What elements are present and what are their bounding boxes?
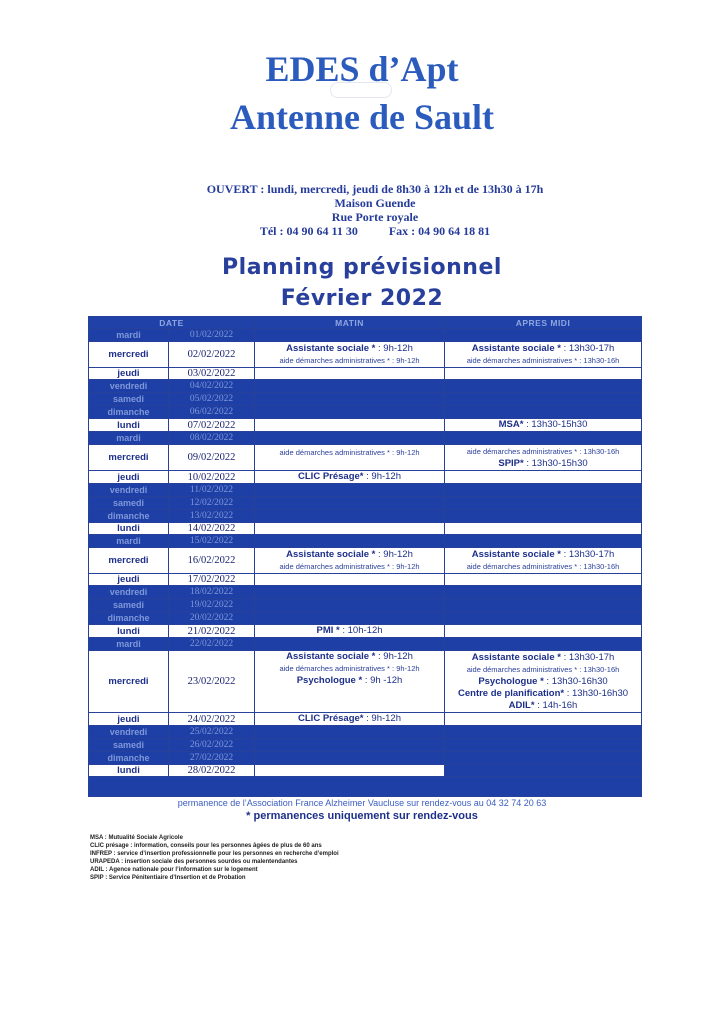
morning-cell: Assistante sociale * : 9h-12h aide démarches administratives * : 9h-12h Psychologue * : 9h -12h bbox=[255, 651, 445, 713]
office-title: EDES d’Apt bbox=[265, 49, 459, 89]
row-date: 14/02/2022 bbox=[169, 523, 255, 535]
row-day: mardi bbox=[89, 638, 169, 651]
table-row bbox=[89, 368, 642, 380]
planning-title: Planning prévisionnel bbox=[222, 255, 502, 280]
table-row bbox=[89, 535, 642, 548]
header-date: DATE bbox=[89, 317, 255, 329]
row-day: mardi bbox=[89, 329, 169, 342]
legend-item: CLIC présage : information, conseils pour les personnes âgées de plus de 60 ans bbox=[90, 843, 322, 849]
table-row bbox=[89, 638, 642, 651]
header-apres-midi: APRES MIDI bbox=[445, 317, 642, 329]
row-day: dimanche bbox=[89, 752, 169, 765]
afternoon-cell: Assistante sociale * : 13h30-17h aide démarches administratives * : 13h30-16h bbox=[445, 548, 642, 574]
row-day: lundi bbox=[89, 523, 169, 535]
table-row bbox=[89, 419, 642, 432]
row-day: samedi bbox=[89, 497, 169, 510]
table-header-row bbox=[89, 317, 642, 329]
row-date: 13/02/2022 bbox=[169, 510, 255, 523]
row-day: vendredi bbox=[89, 380, 169, 393]
table-row bbox=[89, 599, 642, 612]
row-date: 07/02/2022 bbox=[169, 419, 255, 432]
row-date: 22/02/2022 bbox=[169, 638, 255, 651]
address-place: Maison Guende bbox=[334, 196, 416, 210]
table-row bbox=[89, 651, 642, 713]
row-date: 21/02/2022 bbox=[169, 625, 255, 638]
row-day: mercredi bbox=[89, 548, 169, 574]
table-row bbox=[89, 510, 642, 523]
row-date: 16/02/2022 bbox=[169, 548, 255, 574]
row-date: 03/02/2022 bbox=[169, 368, 255, 380]
morning-cell: PMI * : 10h-12h bbox=[255, 625, 445, 638]
row-day: jeudi bbox=[89, 713, 169, 726]
morning-cell: Assistante sociale * : 9h-12h aide démarches administratives * : 9h-12h bbox=[255, 548, 445, 574]
abbreviation-legend bbox=[90, 834, 339, 882]
row-date: 18/02/2022 bbox=[169, 586, 255, 599]
planning-month: Février 2022 bbox=[280, 286, 444, 311]
row-date: 10/02/2022 bbox=[169, 471, 255, 484]
row-day: dimanche bbox=[89, 612, 169, 625]
table-row bbox=[89, 523, 642, 535]
legend-item: INFREP : service d’insertion professionnelle pour les personnes en recherche d’emploi bbox=[90, 851, 339, 857]
legend-item: URAPEDA : insertion sociale des personnes sourdes ou malentendantes bbox=[90, 859, 298, 865]
schedule-table bbox=[88, 316, 642, 797]
row-date: 09/02/2022 bbox=[169, 445, 255, 471]
row-day: vendredi bbox=[89, 484, 169, 497]
row-day: samedi bbox=[89, 599, 169, 612]
opening-hours: OUVERT : lundi, mercredi, jeudi de 8h30 à 12h et de 13h30 à 17h bbox=[206, 182, 544, 196]
table-row bbox=[89, 406, 642, 419]
table-row bbox=[89, 497, 642, 510]
afternoon-cell: Assistante sociale * : 13h30-17h aide démarches administratives * : 13h30-16h Psychologue * : 13h30-16h30 Centre de planification* : 13h30-16h30 ADIL* : 14h-16h bbox=[445, 651, 642, 713]
row-day: dimanche bbox=[89, 406, 169, 419]
row-date: 17/02/2022 bbox=[169, 574, 255, 586]
table-row bbox=[89, 752, 642, 765]
table-row bbox=[89, 612, 642, 625]
table-row bbox=[89, 393, 642, 406]
table-row bbox=[89, 586, 642, 599]
address-street: Rue Porte royale bbox=[331, 210, 419, 224]
row-day: jeudi bbox=[89, 574, 169, 586]
row-date: 06/02/2022 bbox=[169, 406, 255, 419]
phone-number: Tél : 04 90 64 11 30 bbox=[259, 224, 358, 238]
table-row bbox=[89, 445, 642, 471]
row-day: jeudi bbox=[89, 368, 169, 380]
row-date: 20/02/2022 bbox=[169, 612, 255, 625]
table-row bbox=[89, 380, 642, 393]
alzheimer-note: permanence de l’Association France Alzheimer Vaucluse sur rendez-vous au 04 32 74 20 63 bbox=[177, 798, 547, 808]
row-date: 27/02/2022 bbox=[169, 752, 255, 765]
row-day: mercredi bbox=[89, 342, 169, 368]
table-row bbox=[89, 713, 642, 726]
legend-item: ADIL : Agence nationale pour l’information sur le logement bbox=[90, 867, 258, 873]
row-date: 05/02/2022 bbox=[169, 393, 255, 406]
contact-line bbox=[150, 224, 600, 238]
afternoon-cell: MSA* : 13h30-15h30 bbox=[445, 419, 642, 432]
table-bottom-band bbox=[89, 777, 642, 797]
row-date: 02/02/2022 bbox=[169, 342, 255, 368]
table-row bbox=[89, 625, 642, 638]
table-row bbox=[89, 329, 642, 342]
row-date: 12/02/2022 bbox=[169, 497, 255, 510]
row-day: mercredi bbox=[89, 651, 169, 713]
morning-cell: aide démarches administratives * : 9h-12h bbox=[255, 445, 445, 471]
table-row bbox=[89, 574, 642, 586]
row-date: 19/02/2022 bbox=[169, 599, 255, 612]
row-date: 28/02/2022 bbox=[169, 765, 255, 777]
table-row bbox=[89, 484, 642, 497]
legend-item: SPIP : Service Pénitentiaire d’Insertion et de Probation bbox=[90, 875, 246, 881]
table-row bbox=[89, 765, 642, 777]
morning-cell: Assistante sociale * : 9h-12h aide démarches administratives * : 9h-12h bbox=[255, 342, 445, 368]
table-row bbox=[89, 432, 642, 445]
row-date: 24/02/2022 bbox=[169, 713, 255, 726]
row-date: 23/02/2022 bbox=[169, 651, 255, 713]
office-subtitle: Antenne de Sault bbox=[229, 97, 495, 137]
table-row bbox=[89, 548, 642, 574]
row-date: 15/02/2022 bbox=[169, 535, 255, 548]
fax-number: Fax : 04 90 64 18 81 bbox=[388, 224, 491, 238]
row-date: 25/02/2022 bbox=[169, 726, 255, 739]
row-day: dimanche bbox=[89, 510, 169, 523]
table-row bbox=[89, 471, 642, 484]
row-date: 08/02/2022 bbox=[169, 432, 255, 445]
legend-item: MSA : Mutualité Sociale Agricole bbox=[90, 835, 183, 841]
row-date: 04/02/2022 bbox=[169, 380, 255, 393]
row-day: jeudi bbox=[89, 471, 169, 484]
row-day: vendredi bbox=[89, 726, 169, 739]
row-day: lundi bbox=[89, 765, 169, 777]
row-date: 01/02/2022 bbox=[169, 329, 255, 342]
afternoon-cell: aide démarches administratives * : 13h30-16h SPIP* : 13h30-15h30 bbox=[445, 445, 642, 471]
header-matin: MATIN bbox=[255, 317, 445, 329]
row-day: lundi bbox=[89, 419, 169, 432]
table-row bbox=[89, 342, 642, 368]
row-day: mercredi bbox=[89, 445, 169, 471]
row-date: 26/02/2022 bbox=[169, 739, 255, 752]
appointment-note: * permanences uniquement sur rendez-vous bbox=[246, 810, 478, 822]
table-row bbox=[89, 739, 642, 752]
row-day: mardi bbox=[89, 535, 169, 548]
afternoon-cell: Assistante sociale * : 13h30-17h aide démarches administratives * : 13h30-16h bbox=[445, 342, 642, 368]
row-day: lundi bbox=[89, 625, 169, 638]
table-row bbox=[89, 726, 642, 739]
row-date: 11/02/2022 bbox=[169, 484, 255, 497]
morning-cell: CLIC Présage* : 9h-12h bbox=[255, 471, 445, 484]
row-day: samedi bbox=[89, 393, 169, 406]
morning-cell: CLIC Présage* : 9h-12h bbox=[255, 713, 445, 726]
row-day: samedi bbox=[89, 739, 169, 752]
row-day: vendredi bbox=[89, 586, 169, 599]
row-day: mardi bbox=[89, 432, 169, 445]
